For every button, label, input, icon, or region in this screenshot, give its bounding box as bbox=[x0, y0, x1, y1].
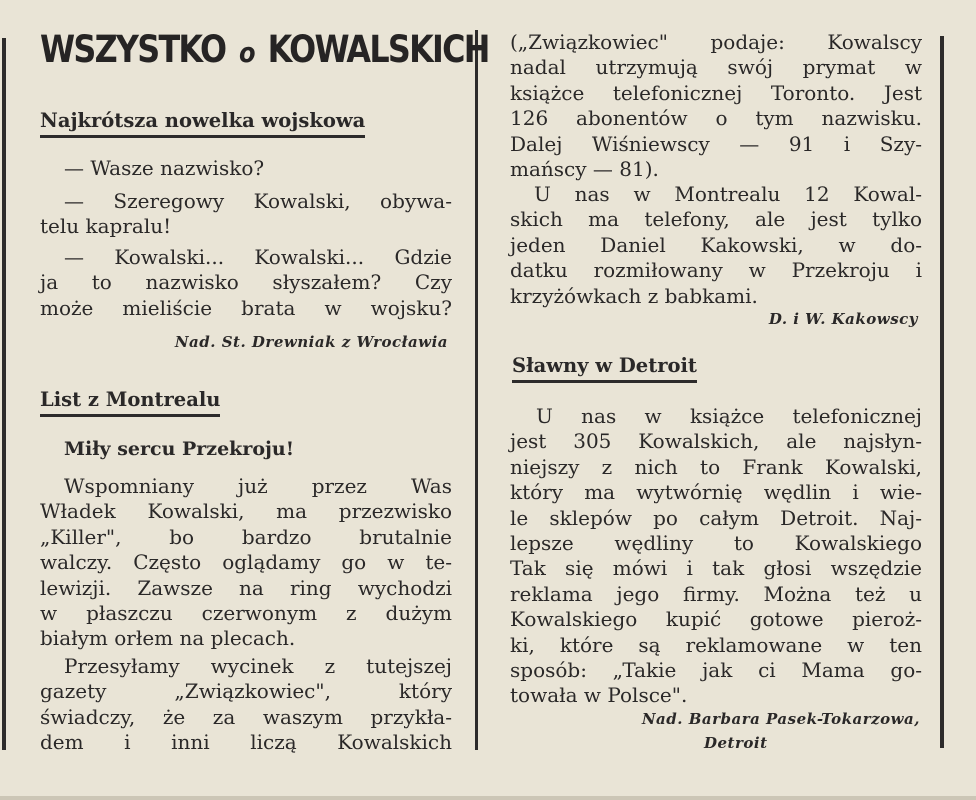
page-bottom-strip bbox=[0, 796, 976, 800]
text-line: w płaszczu czerwonym z dużym bbox=[40, 601, 452, 626]
text-line: niejszy z nich to Frank Kowalski, bbox=[510, 454, 922, 479]
page-title-part3: KOWALSKICH bbox=[267, 28, 489, 71]
text-line: „Killer", bo bardzo brutalnie bbox=[40, 524, 452, 549]
page-title bbox=[40, 28, 489, 78]
text-line: który ma wytwórnię wędlin i wie- bbox=[510, 480, 922, 505]
text-line: walczy. Często oglądamy go w te- bbox=[40, 550, 452, 575]
section2-heading: List z Montrealu bbox=[40, 389, 220, 417]
text-line: towała w Polsce". bbox=[510, 683, 688, 708]
text-line: telu kapralu! bbox=[40, 214, 172, 239]
text-line: lepsze wędliny to Kowalskiego bbox=[510, 531, 922, 556]
text-line: krzyżówkach z babkami. bbox=[510, 283, 758, 308]
text-line: Dalej Wiśniewscy — 91 i Szy- bbox=[510, 131, 922, 156]
text-line: U nas w książce telefonicznej bbox=[536, 404, 922, 428]
section3-heading: Sławny w Detroit bbox=[512, 355, 697, 383]
section2-signature: D. i W. Kakowscy bbox=[768, 310, 918, 328]
text-line: Przesyłamy wycinek z tutejszej bbox=[64, 654, 452, 678]
text-line: („Związkowiec" podaje: Kowalscy bbox=[510, 30, 922, 54]
text-line: może mieliście brata w wojsku? bbox=[40, 295, 452, 320]
section2-greeting: Miły sercu Przekroju! bbox=[64, 438, 295, 460]
text-line: datku rozmiłowany w Przekroju i bbox=[510, 258, 922, 283]
section1-paragraph-3 bbox=[40, 245, 452, 321]
text-line: 126 abonentów o tym nazwisku. bbox=[510, 106, 922, 131]
text-line: jest 305 Kowalskich, ale najsłyn- bbox=[510, 429, 922, 454]
text-line: Kowalskiego kupić gotowe pieroż- bbox=[510, 607, 922, 632]
text-line: — Kowalski... Kowalski... Gdzie bbox=[64, 245, 452, 269]
section3-paragraph-1 bbox=[510, 404, 922, 709]
section2-continuation-2 bbox=[510, 182, 922, 309]
text-line: reklama jego firmy. Można też u bbox=[510, 581, 922, 606]
text-line: Tak się mówi i tak głosi wszędzie bbox=[510, 556, 922, 581]
section3-signature-line1: Nad. Barbara Pasek-Tokarzowa, bbox=[641, 710, 920, 728]
text-line: białym orłem na plecach. bbox=[40, 626, 296, 651]
text-line: książce telefonicznej Toronto. Jest bbox=[510, 80, 922, 105]
text-line: U nas w Montrealu 12 Kowal- bbox=[534, 182, 922, 206]
text-line: Wspomniany już przez Was bbox=[64, 474, 452, 498]
column-rule-middle bbox=[475, 30, 478, 750]
text-line: skich ma telefony, ale jest tylko bbox=[510, 207, 922, 232]
text-line: nadal utrzymują swój prymat w bbox=[510, 55, 922, 80]
text-line: — Szeregowy Kowalski, obywa- bbox=[64, 189, 452, 213]
section2-paragraph-1 bbox=[40, 474, 452, 652]
section2-paragraph-2 bbox=[40, 654, 452, 756]
page-title-part2: o bbox=[239, 36, 254, 69]
section1-paragraph-1 bbox=[40, 156, 452, 181]
text-line: jeden Daniel Kakowski, w do- bbox=[510, 232, 922, 257]
text-line: le sklepów po całym Detroit. Naj- bbox=[510, 505, 922, 530]
text-line: sposób: „Takie jak ci Mama go- bbox=[510, 658, 922, 683]
text-line: świadczy, że za waszym przykła- bbox=[40, 704, 452, 729]
section2-continuation-1 bbox=[510, 30, 922, 182]
text-line: dem i inni liczą Kowalskich bbox=[40, 730, 452, 755]
column-rule-left bbox=[2, 38, 6, 750]
section1-signature: Nad. St. Drewniak z Wrocławia bbox=[174, 333, 448, 351]
text-line: gazety „Związkowiec", który bbox=[40, 679, 452, 704]
text-line: mańscy — 81). bbox=[510, 157, 659, 182]
section3-signature-line2: Detroit bbox=[704, 734, 768, 752]
section1-heading: Najkrótsza nowelka wojskowa bbox=[40, 110, 365, 138]
section1-paragraph-2 bbox=[40, 189, 452, 240]
page-title-part1: WSZYSTKO bbox=[40, 28, 226, 71]
text-line: — Wasze nazwisko? bbox=[64, 156, 265, 180]
text-line: ja to nazwisko słyszałem? Czy bbox=[40, 270, 452, 295]
text-line: Władek Kowalski, ma przezwisko bbox=[40, 499, 452, 524]
text-line: lewizji. Zawsze na ring wychodzi bbox=[40, 575, 452, 600]
column-rule-right bbox=[940, 36, 944, 748]
text-line: ki, które są reklamowane w ten bbox=[510, 632, 922, 657]
